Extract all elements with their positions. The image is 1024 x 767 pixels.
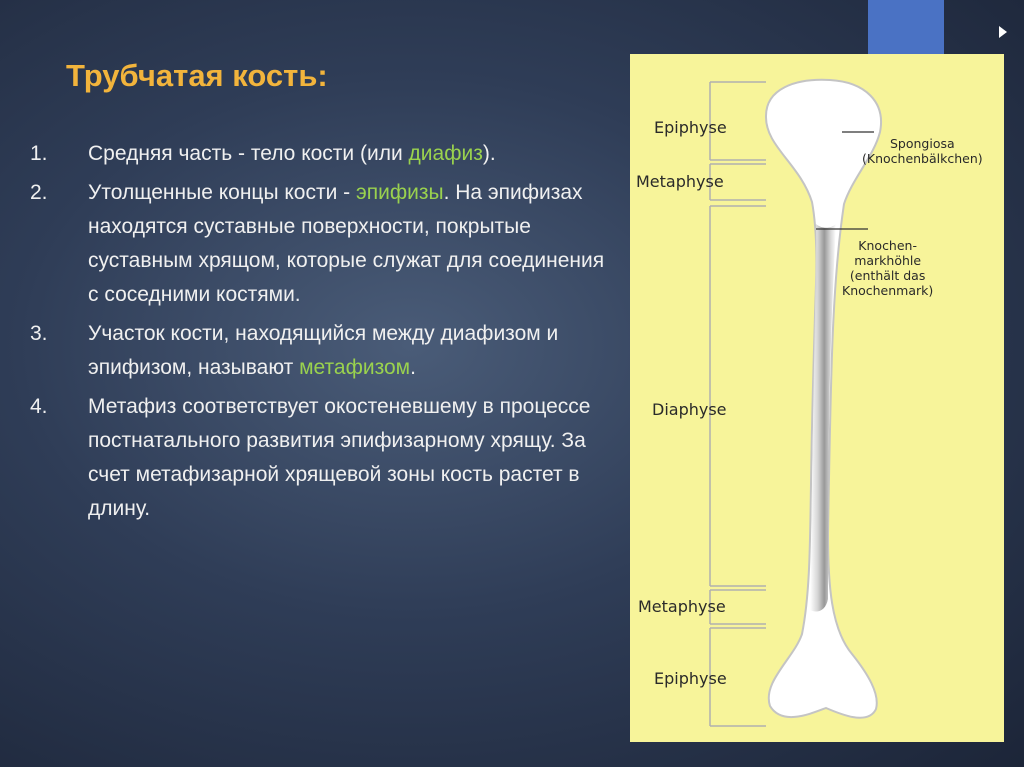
term-epiphyses: эпифизы [356,181,444,204]
point-text: . [410,356,416,379]
arrow-icon [999,26,1007,38]
label-line: (Knochenbälkchen) [862,151,983,166]
term-diaphysis: диафиз [408,142,483,165]
point-number: 3. [30,322,48,345]
accent-bar [868,0,944,54]
point-text: Утолщенные концы кости - [88,181,356,204]
point-3 [30,317,620,385]
point-2 [30,176,620,312]
slide-title: Трубчатая кость: [66,58,328,93]
point-text: Средняя часть - тело кости (или [88,142,409,165]
label-line: (enthält das [849,268,926,283]
term-metaphysis: метафизом [299,356,411,379]
point-text: Метафиз соответствует окостеневшему в процессе постнатального развития эпифизарному хрящу. За счет метафизарной хрящевой зоны кость растет в длину. [88,395,591,520]
bone-figure [630,54,1004,742]
label-metaphyse-top: Metaphyse [636,172,724,191]
label-line: Spongiosa [889,136,955,151]
label-spongiosa [862,136,983,166]
label-epiphyse-bottom: Epiphyse [654,669,727,688]
point-number: 2. [30,181,48,204]
point-text: Участок кости, находящийся между диафизом и эпифизом, называют [88,322,559,379]
label-line: Knochenmark) [842,283,934,298]
points-list [30,137,620,531]
label-epiphyse-top: Epiphyse [654,118,727,137]
point-number: 4. [30,395,48,418]
label-line: Knochen- [858,238,917,253]
point-1 [30,137,620,171]
label-metaphyse-bottom: Metaphyse [638,597,726,616]
label-line: markhöhle [854,253,922,268]
label-marrow-cavity [842,238,933,298]
label-diaphyse: Diaphyse [652,400,727,419]
point-text: ). [482,142,496,165]
point-4 [30,390,620,526]
marrow-cavity [810,224,836,612]
point-number: 1. [30,142,48,165]
point-text: . На эпифизах находятся суставные поверхности, покрытые суставным хрящом, которые служат для соединения с соседними костями. [88,181,605,306]
